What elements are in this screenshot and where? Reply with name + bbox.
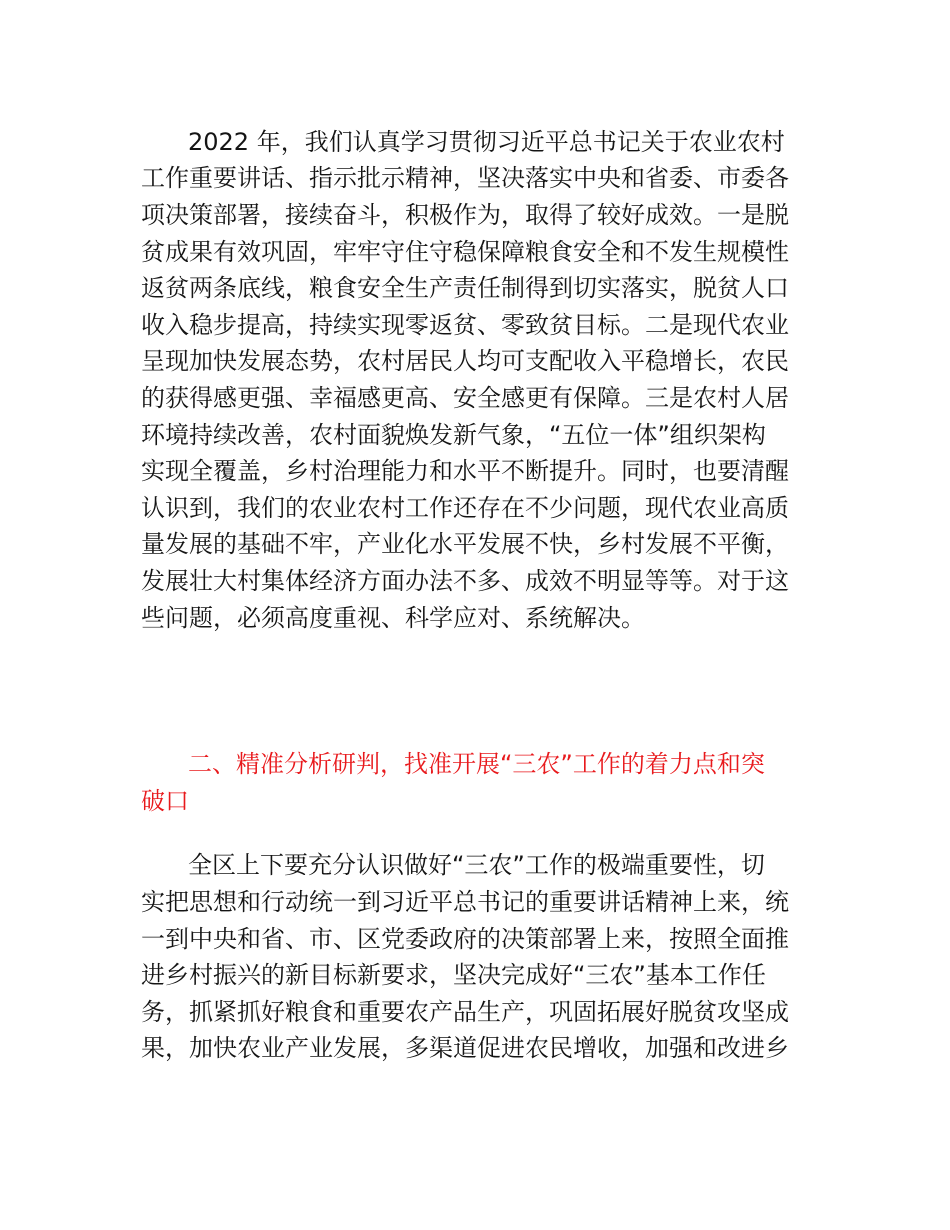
paragraph-2-line-4: 进乡村振兴的新目标新要求，坚决完成好“三农”基本工作任 [141,961,766,989]
section-heading-line-2: 破口 [141,787,189,815]
paragraph-1-line-5: 返贫两条底线，粮食安全生产责任制得到切实落实，脱贫人口 [141,274,789,302]
paragraph-2-line-1: 全区上下要充分认识做好“三农”工作的极端重要性，切 [188,851,765,879]
paragraph-1-line-4: 贫成果有效巩固，牢牢守住守稳保障粮食安全和不发生规模性 [141,238,789,266]
paragraph-2-line-3: 一到中央和省、市、区党委政府的决策部署上来，按照全面推 [141,925,789,953]
paragraph-2-line-6: 果，加快农业产业发展，多渠道促进农民增收，加强和改进乡 [141,1034,789,1062]
paragraph-2-line-2: 实把思想和行动统一到习近平总书记的重要讲话精神上来，统 [141,888,789,916]
paragraph-1-line-2: 工作重要讲话、指示批示精神，坚决落实中央和省委、市委各 [141,164,789,192]
paragraph-1-line-12: 量发展的基础不牢，产业化水平发展不快，乡村发展不平衡， [141,530,789,558]
paragraph-1-line-1: 2022 年，我们认真学习贯彻习近平总书记关于农业农村 [188,128,785,156]
section-heading-line-1: 二、精准分析研判，找准开展“三农”工作的着力点和突 [188,750,765,778]
paragraph-1-line-14: 些问题，必须高度重视、科学应对、系统解决。 [141,604,645,632]
paragraph-1-line-8: 的获得感更强、幸福感更高、安全感更有保障。三是农村人居 [141,384,789,412]
paragraph-1-line-13: 发展壮大村集体经济方面办法不多、成效不明显等等。对于这 [141,567,789,595]
paragraph-1-line-7: 呈现加快发展态势，农村居民人均可支配收入平稳增长，农民 [141,347,789,375]
paragraph-1-line-10: 实现全覆盖，乡村治理能力和水平不断提升。同时，也要清醒 [141,457,789,485]
paragraph-2-line-5: 务，抓紧抓好粮食和重要农产品生产，巩固拓展好脱贫攻坚成 [141,998,789,1026]
paragraph-1-line-6: 收入稳步提高，持续实现零返贫、零致贫目标。二是现代农业 [141,311,789,339]
paragraph-1-line-11: 认识到，我们的农业农村工作还存在不少问题，现代农业高质 [141,494,789,522]
paragraph-1-line-9: 环境持续改善，农村面貌焕发新气象，“五位一体”组织架构 [141,421,766,449]
paragraph-1-line-3: 项决策部署，接续奋斗，积极作为，取得了较好成效。一是脱 [141,201,789,229]
